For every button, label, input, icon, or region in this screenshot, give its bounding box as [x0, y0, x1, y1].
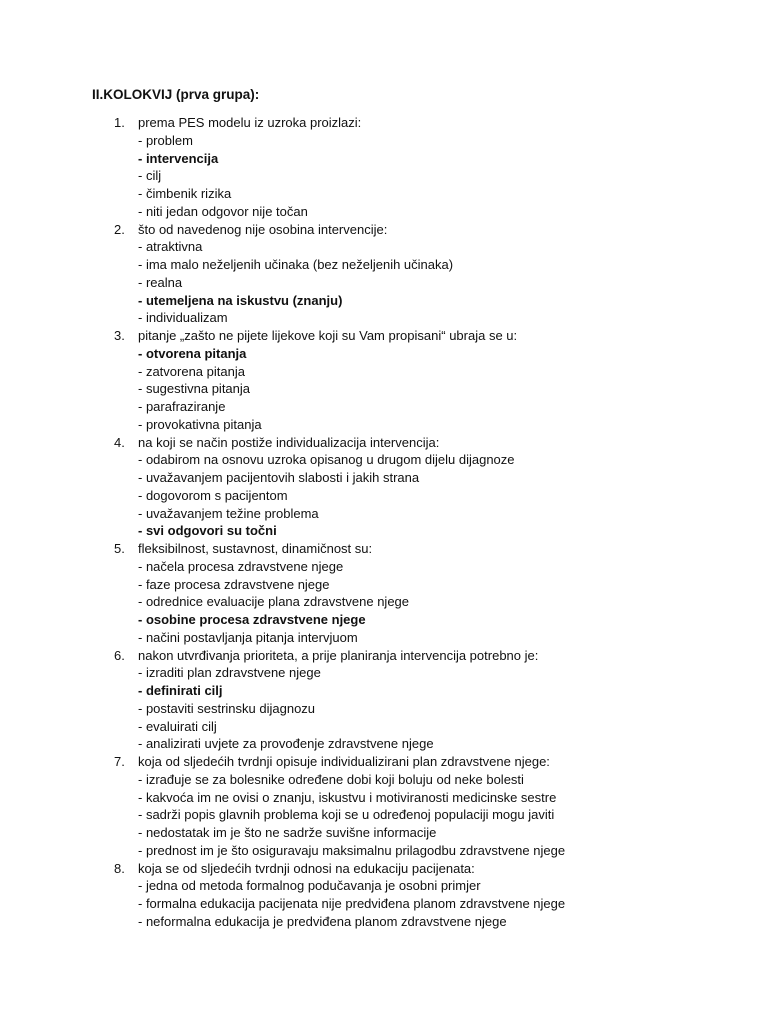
answer-option: - sugestivna pitanja — [138, 381, 251, 397]
question-1 — [0, 114, 768, 221]
answer-option: - prednost im je što osiguravaju maksimalnu prilagodbu zdravstvene njege — [138, 842, 566, 858]
page-title: II.KOLOKVIJ (prva grupa): — [92, 87, 260, 102]
answer-option-correct: - utemeljena na iskustvu (znanju) — [138, 292, 343, 308]
answer-option-correct: - definirati cilj — [138, 683, 223, 698]
answer-option: - individualizam — [138, 310, 228, 326]
question-line — [0, 860, 768, 878]
answer-option: - uvažavanjem težine problema — [138, 505, 319, 521]
question-text: prema PES modelu iz uzroka proizlazi: — [138, 115, 362, 130]
answer-option: - čimbenik rizika — [138, 186, 232, 201]
question-6 — [0, 647, 768, 754]
answer-option: - odrednice evaluacije plana zdravstvene njege — [138, 594, 410, 610]
answer-option: - kakvoća im ne ovisi o znanju, iskustvu i motiviranosti medicinske sestre — [138, 789, 557, 805]
answer-option: - jedna od metoda formalnog podučavanja je osobni primjer — [138, 878, 481, 894]
question-number: 5. — [114, 541, 125, 556]
question-line — [0, 434, 768, 452]
answer-option: - uvažavanjem pacijentovih slabosti i jakih strana — [138, 470, 420, 485]
answer-option: - nedostatak im je što ne sadrže suvišne informacije — [138, 825, 437, 840]
question-line — [0, 114, 768, 132]
answer-option-correct: - intervencija — [138, 150, 219, 166]
question-text: na koji se način postiže individualizacija intervencija: — [138, 434, 440, 450]
answer-option: - sadrži popis glavnih problema koji se u određenoj populaciji mogu javiti — [138, 807, 555, 823]
question-line — [0, 540, 768, 558]
answer-option: - faze procesa zdravstvene njege — [138, 576, 330, 592]
answer-option-correct: - svi odgovori su točni — [138, 523, 277, 539]
question-7 — [0, 753, 768, 860]
answer-option-correct: - otvorena pitanja — [138, 345, 247, 361]
answer-option: - analizirati uvjete za provođenje zdravstvene njege — [138, 736, 434, 752]
answer-option: - načela procesa zdravstvene njege — [138, 558, 344, 574]
question-text: pitanje „zašto ne pijete lijekove koji su Vam propisani“ ubraja se u: — [138, 328, 518, 343]
question-number: 3. — [114, 328, 125, 343]
answer-option: - ima malo neželjenih učinaka (bez neželjenih učinaka) — [138, 257, 454, 272]
question-text: nakon utvrđivanja prioriteta, a prije planiranja intervencija potrebno je: — [138, 647, 539, 663]
question-number: 4. — [114, 434, 125, 450]
question-3 — [0, 327, 768, 434]
answer-option: - evaluirati cilj — [138, 718, 217, 734]
answer-option: - neformalna edukacija je predviđena planom zdravstvene njege — [138, 913, 507, 929]
question-text: koja od sljedećih tvrdnji opisuje individualizirani plan zdravstvene njege: — [138, 754, 550, 769]
question-number: 8. — [114, 860, 125, 876]
question-list — [0, 114, 768, 931]
question-8 — [0, 860, 768, 931]
question-number: 7. — [114, 754, 125, 769]
answer-option-correct: - osobine procesa zdravstvene njege — [138, 612, 366, 627]
question-number: 2. — [114, 221, 125, 237]
question-text: fleksibilnost, sustavnost, dinamičnost su: — [138, 541, 373, 556]
answer-option: - izraditi plan zdravstvene njege — [138, 665, 321, 681]
question-line — [0, 753, 768, 771]
question-number: 6. — [114, 647, 125, 663]
answer-option: - izrađuje se za bolesnike određene dobi koji boluju od neke bolesti — [138, 771, 524, 787]
question-4 — [0, 434, 768, 541]
question-line — [0, 647, 768, 665]
question-line — [0, 221, 768, 239]
answer-option: - zatvorena pitanja — [138, 363, 245, 379]
answer-option: - postaviti sestrinsku dijagnozu — [138, 700, 316, 716]
answer-option: - dogovorom s pacijentom — [138, 487, 288, 503]
question-5 — [0, 540, 768, 647]
question-text: što od navedenog nije osobina intervencije: — [138, 221, 388, 237]
answer-option: - formalna edukacija pacijenata nije predviđena planom zdravstvene njege — [138, 896, 566, 911]
answer-option: - niti jedan odgovor nije točan — [138, 203, 308, 219]
answer-option: - načini postavljanja pitanja intervjuom — [138, 629, 358, 645]
question-2 — [0, 221, 768, 328]
question-text: koja se od sljedećih tvrdnji odnosi na edukaciju pacijenata: — [138, 860, 475, 876]
answer-option: - odabirom na osnovu uzroka opisanog u drugom dijelu dijagnoze — [138, 452, 515, 468]
answer-option: - parafraziranje — [138, 399, 226, 414]
answer-option: - cilj — [138, 168, 162, 184]
answer-option: - atraktivna — [138, 239, 203, 255]
question-number: 1. — [114, 115, 125, 130]
answer-option: - provokativna pitanja — [138, 416, 262, 432]
question-line — [0, 327, 768, 345]
answer-option: - problem — [138, 132, 193, 148]
answer-option: - realna — [138, 274, 183, 290]
